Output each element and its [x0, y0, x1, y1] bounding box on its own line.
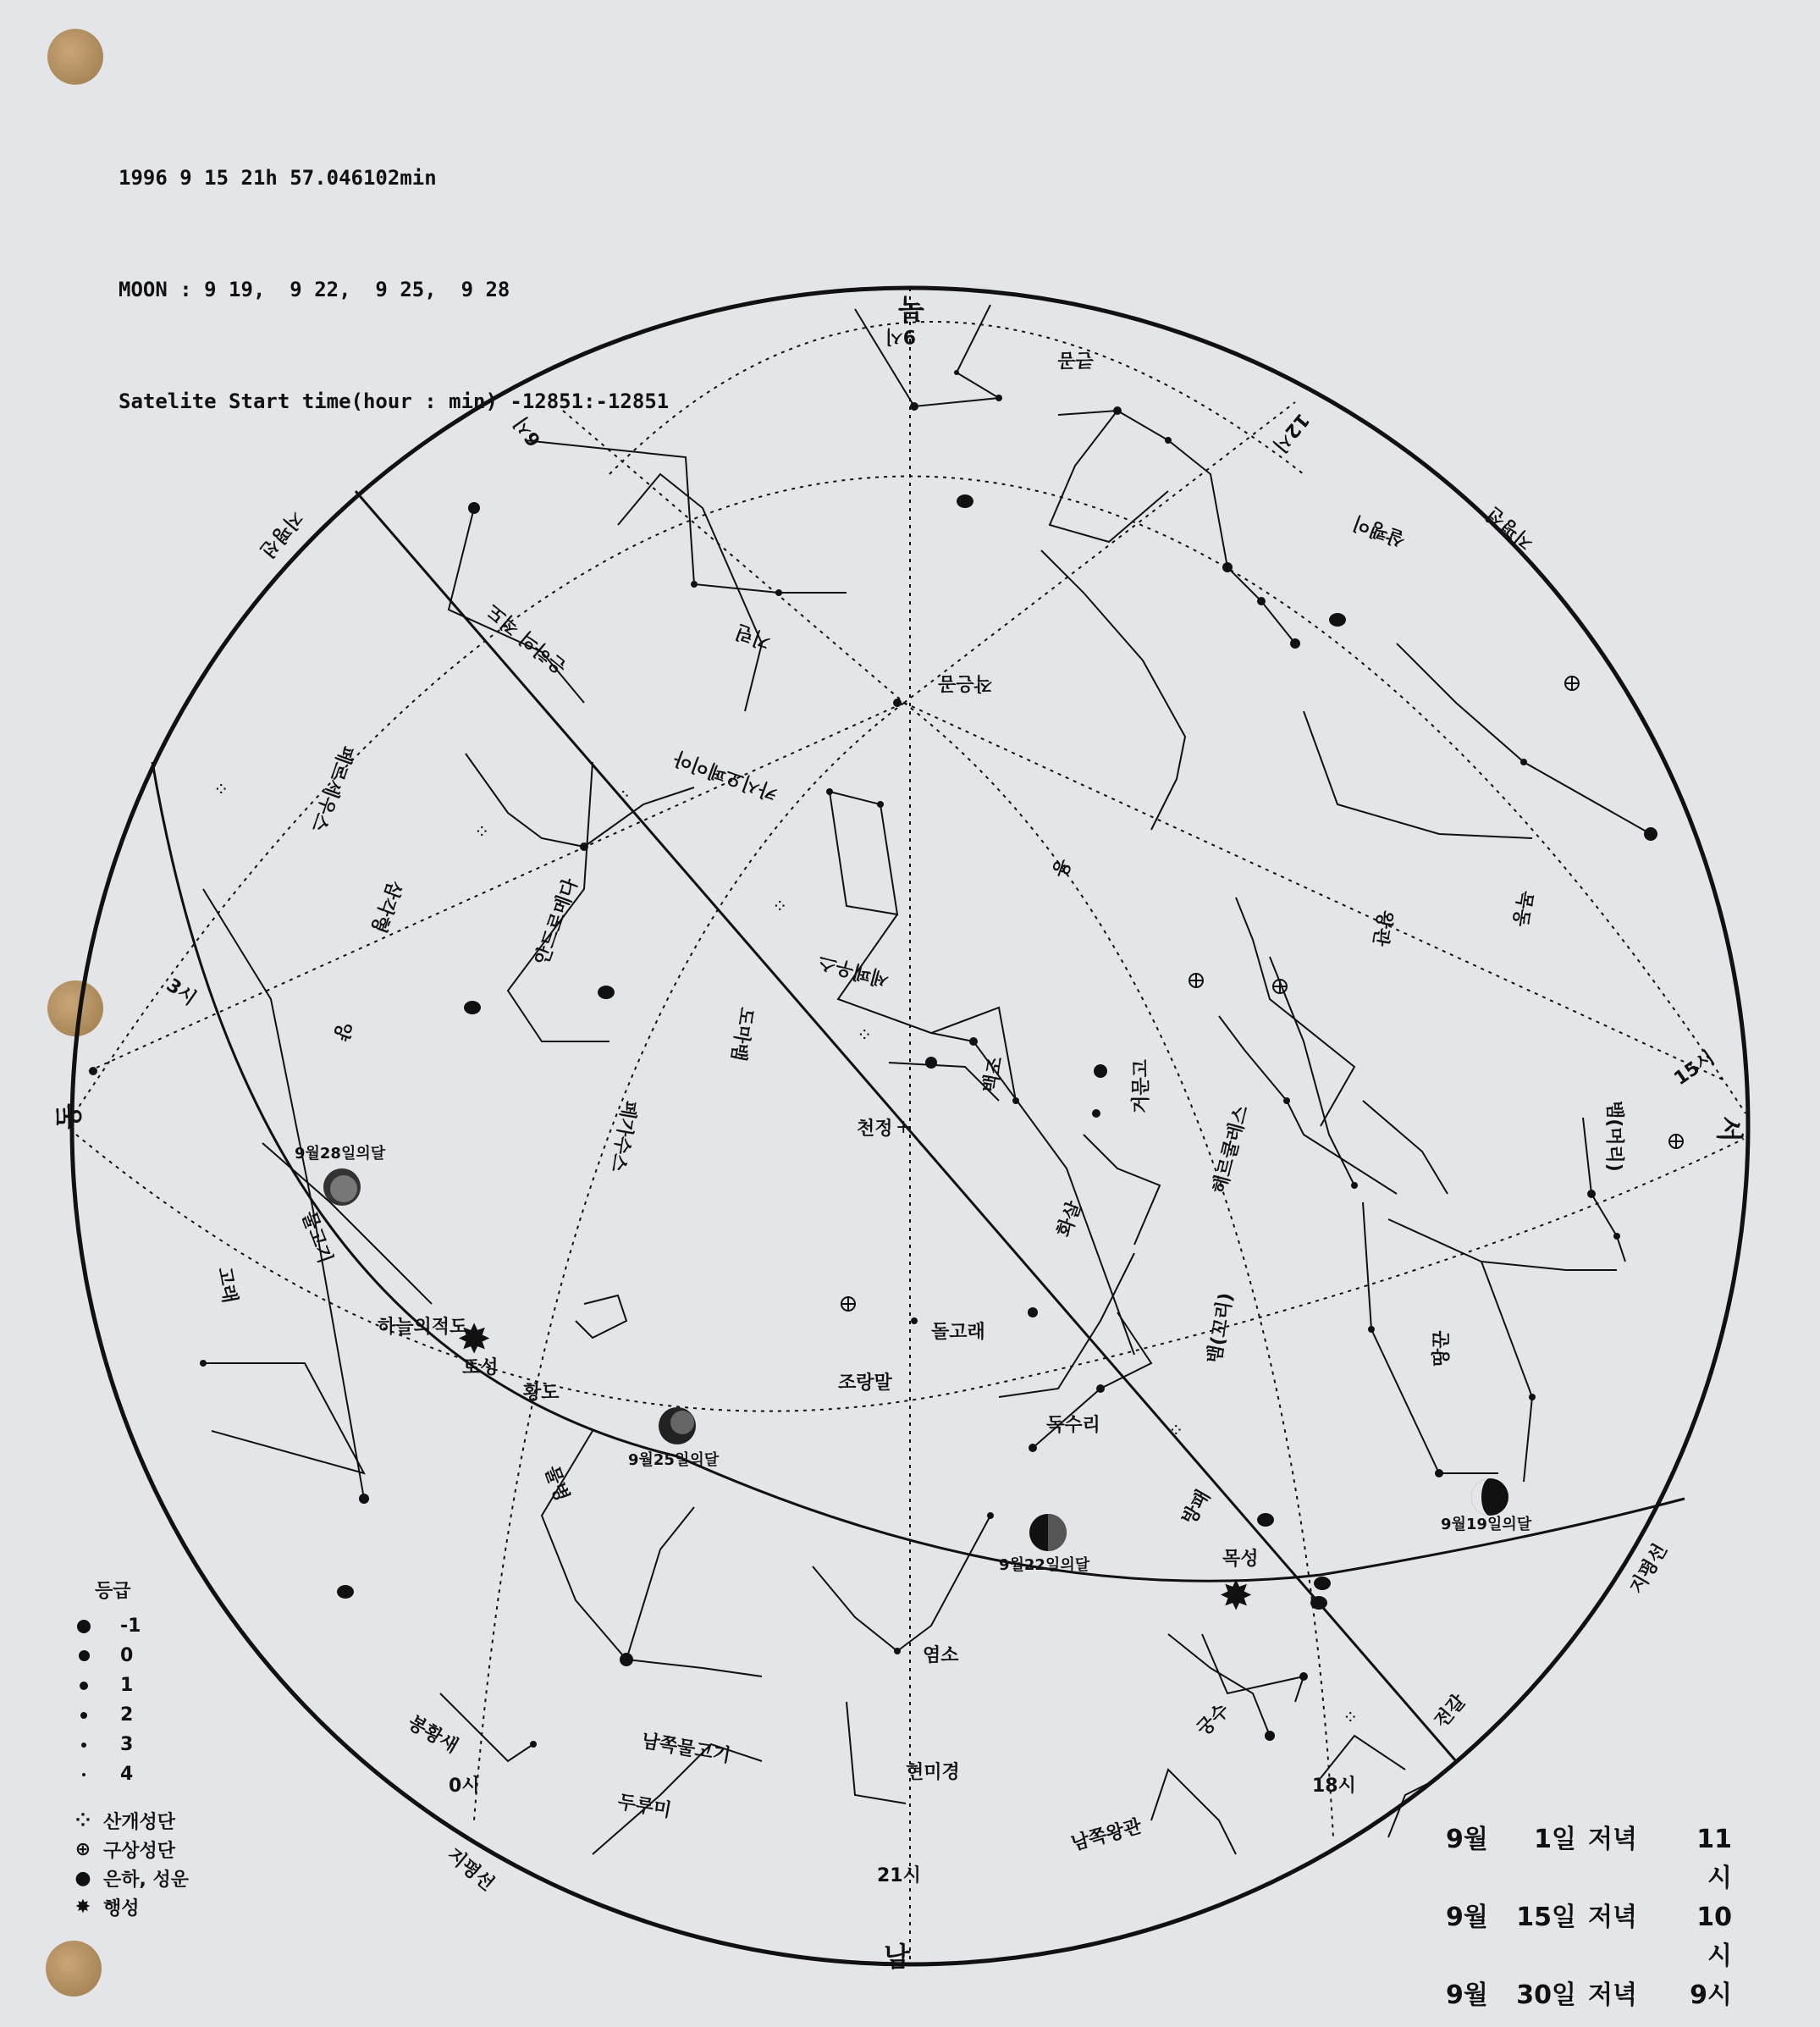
magnitude-dot-icon — [80, 1682, 88, 1690]
magnitude-dot-icon — [82, 1773, 85, 1776]
galaxy-icon — [337, 1585, 354, 1599]
galaxy-icon — [1310, 1596, 1327, 1610]
open-cluster-icon: ⁘ — [615, 787, 631, 808]
hour-line-18 — [904, 703, 1333, 1837]
time-period: 저녁 — [1588, 1825, 1637, 1854]
constellation-cassiopeia: 카시오페이아 — [671, 746, 780, 804]
open-cluster-icon: ⁘ — [474, 822, 490, 843]
constellation-equuleus: 조랑말 — [838, 1373, 892, 1394]
constellation-lynx: 살쾡이 — [1350, 511, 1409, 550]
legend-magnitude-row — [71, 1759, 189, 1789]
constellation-serpens-tail: 뱀(꼬리) — [1204, 1291, 1238, 1366]
ecliptic-line — [152, 762, 1685, 1581]
time-month: 9월 — [1446, 1825, 1488, 1854]
hour-line-3 — [89, 703, 904, 1071]
constellation-hercules: 헤르쿨레스 — [1209, 1103, 1254, 1196]
hour-line-0 — [474, 703, 904, 1820]
magnitude-dot-icon — [77, 1620, 91, 1633]
legend-symbol-label: 행성 — [103, 1897, 140, 1919]
hour-line-12 — [904, 402, 1295, 703]
magnitude-label: 4 — [120, 1764, 134, 1785]
legend-symbol-row — [71, 1892, 189, 1921]
moon-19-label: 9월19일의달 — [1441, 1516, 1532, 1533]
dotted-arc-north — [609, 322, 1304, 474]
time-month: 9월 — [1446, 1903, 1488, 1932]
constellation-lines — [203, 305, 1651, 1854]
celestial-equator-label: 하늘의적도 — [378, 1317, 468, 1338]
moon-28-label: 9월28일의달 — [295, 1145, 386, 1163]
open-cluster-icon: ⁘ — [772, 897, 788, 918]
galactic-equator-label: 은하의 적도 — [483, 599, 571, 678]
constellation-phoenix: 봉황새 — [404, 1712, 462, 1758]
time-row — [1446, 1976, 1732, 2015]
observation-times — [1446, 1820, 1732, 2015]
magnitude-label: -1 — [120, 1616, 141, 1637]
hour-line-15 — [904, 703, 1723, 1080]
constellation-capricornus: 염소 — [923, 1645, 959, 1666]
horizon-label-sw: 지평선 — [443, 1844, 499, 1896]
time-row — [1446, 1898, 1732, 1976]
globular-cluster-icon: ⊕ — [74, 1838, 91, 1860]
legend — [71, 1577, 189, 1921]
open-cluster-icon: ⁘ — [857, 1025, 873, 1047]
legend-title: 등급 — [95, 1581, 131, 1602]
hour-line-6 — [563, 411, 904, 703]
magnitude-dot-icon — [80, 1712, 87, 1719]
hour-label-6: 6시 — [510, 412, 546, 450]
constellation-delphinus: 돌고래 — [931, 1322, 985, 1343]
legend-symbol-row — [71, 1864, 189, 1892]
hour-label-12: 12시 — [1268, 408, 1314, 456]
constellation-giraffe: 기린 — [732, 620, 775, 653]
galaxy-nebula-icon: ● — [74, 1867, 91, 1889]
moon-25-label: 9월25일의달 — [628, 1451, 720, 1469]
hour-label-21: 21시 — [877, 1865, 921, 1886]
planet-icon: ✸ — [74, 1896, 91, 1918]
horizon-label-ne: 지평선 — [255, 505, 307, 561]
constellation-lyra: 거문고 — [1131, 1059, 1152, 1113]
constellation-draco: 용 — [1047, 855, 1074, 880]
time-period: 저녁 — [1588, 1980, 1637, 2010]
constellation-microscopium: 현미경 — [906, 1762, 960, 1783]
moons — [323, 1168, 1508, 1551]
hour-label-3: 3시 — [162, 975, 200, 1010]
constellation-triangulum: 삼각형 — [367, 877, 405, 936]
hour-label-0: 0시 — [449, 1776, 480, 1797]
galaxy-icon — [1257, 1513, 1274, 1527]
galaxy-icon — [464, 1001, 481, 1014]
galaxy-icon — [1329, 613, 1346, 627]
saturn-icon: ✸ — [457, 1316, 492, 1363]
east-label: 동 — [52, 1103, 85, 1129]
magnitude-label: 3 — [120, 1734, 134, 1755]
constellation-aquarius: 물병 — [540, 1463, 573, 1505]
constellation-scorpius: 전갈 — [1431, 1690, 1470, 1732]
legend-symbol-label: 은하, 성운 — [103, 1869, 190, 1891]
legend-magnitude-row — [71, 1700, 189, 1730]
open-cluster-icon: ⁘ — [74, 1809, 91, 1831]
legend-magnitude-row — [71, 1641, 189, 1671]
time-day: 1일 — [1534, 1825, 1576, 1854]
time-hour: 11시 — [1696, 1825, 1732, 1893]
open-cluster-icon: ⁘ — [213, 780, 229, 801]
time-period: 저녁 — [1588, 1903, 1637, 1932]
magnitude-label: 0 — [120, 1645, 134, 1666]
saturn-label: 토성 — [462, 1357, 499, 1378]
legend-symbol-row — [71, 1806, 189, 1835]
constellation-ophiuchus: 땅꾼 — [1431, 1330, 1453, 1367]
constellation-aquila: 독수리 — [1046, 1415, 1100, 1436]
stars — [89, 370, 1657, 1748]
constellation-pisces: 물고기 — [297, 1208, 336, 1267]
legend-symbol-row — [71, 1835, 189, 1864]
south-label: 남 — [884, 1941, 910, 1973]
zenith-label: 천정 — [857, 1118, 893, 1140]
moon-dates-line: MOON : 9 19, 9 22, 9 25, 9 28 — [119, 278, 510, 301]
legend-magnitude-row — [71, 1671, 189, 1700]
constellation-corona-borealis: 왕관 — [1368, 908, 1396, 948]
time-hour: 10시 — [1696, 1903, 1732, 1971]
legend-magnitude-row — [71, 1611, 189, 1641]
constellation-cetus: 고래 — [212, 1265, 240, 1305]
hour-label-18: 18시 — [1312, 1776, 1356, 1797]
hour-label-9: 9시 — [885, 325, 916, 346]
ecliptic-label: 황도 — [523, 1383, 560, 1404]
constellation-corona-australis: 남쪽왕관 — [1068, 1815, 1144, 1855]
constellation-sagitta: 화살 — [1053, 1198, 1086, 1240]
constellation-scutum: 방패 — [1178, 1487, 1216, 1529]
north-label: 북 — [898, 293, 924, 325]
date-time-line: 1996 9 15 21h 57.046102min — [119, 166, 437, 190]
hour-label-15: 15시 — [1670, 1047, 1719, 1091]
constellation-cepheus: 세페우스 — [816, 950, 891, 991]
zenith-cross-icon: + — [896, 1117, 912, 1138]
time-row — [1446, 1820, 1732, 1898]
satellite-line: Satelite Start time(hour : min) -12851:-12851 — [119, 389, 670, 413]
magnitude-label: 2 — [120, 1704, 134, 1726]
galaxy-icon — [957, 494, 973, 508]
jupiter-label: 목성 — [1222, 1549, 1259, 1570]
horizon-label-se: 지평선 — [1626, 1540, 1672, 1599]
magnitude-label: 1 — [120, 1675, 134, 1696]
constellation-pegasus: 페가수스 — [606, 1098, 640, 1174]
planets — [457, 1316, 1253, 1620]
legend-symbol-label: 구상성단 — [103, 1840, 176, 1862]
constellation-lacerta: 도마뱀 — [726, 1005, 758, 1063]
constellation-piscis-austrinus: 남쪽물고기 — [639, 1730, 732, 1767]
open-cluster-icon: ⁘ — [1168, 1421, 1184, 1442]
legend-magnitude-row — [71, 1730, 189, 1759]
horizon-label-nw: 지평선 — [1482, 502, 1538, 554]
galaxy-icon — [1314, 1577, 1331, 1590]
magnitude-dot-icon — [81, 1743, 86, 1748]
time-month: 9월 — [1446, 1980, 1488, 2010]
time-hour: 9시 — [1690, 1980, 1732, 2010]
constellation-perseus: 페르세우스 — [306, 742, 358, 835]
galaxy-icon — [598, 986, 615, 999]
legend-symbol-label: 산개성단 — [103, 1811, 176, 1833]
globular-clusters — [841, 677, 1683, 1311]
time-day: 15일 — [1516, 1903, 1576, 1932]
open-cluster-icon: ⁘ — [1343, 1708, 1359, 1729]
constellation-bootes: 목동 — [1508, 888, 1536, 929]
constellation-cygnus: 백조 — [979, 1055, 1007, 1095]
moon-22-label: 9월22일의달 — [999, 1556, 1090, 1574]
constellation-ursa-major: 큰곰 — [1057, 349, 1094, 370]
constellation-labels — [213, 349, 1625, 1855]
magnitude-dot-icon — [79, 1650, 90, 1661]
west-label: 서 — [1713, 1116, 1746, 1142]
time-day: 30일 — [1516, 1980, 1576, 2010]
constellation-aries: 양 — [329, 1018, 356, 1043]
constellation-grus: 두루미 — [615, 1791, 673, 1822]
constellation-ursa-minor: 작은곰 — [938, 672, 992, 693]
constellation-sagittarius: 궁수 — [1193, 1699, 1234, 1741]
constellation-andromeda: 안드로메다 — [531, 875, 582, 969]
constellation-serpens-head: 뱀(머리) — [1603, 1101, 1624, 1172]
jupiter-icon: ✸ — [1219, 1572, 1254, 1620]
